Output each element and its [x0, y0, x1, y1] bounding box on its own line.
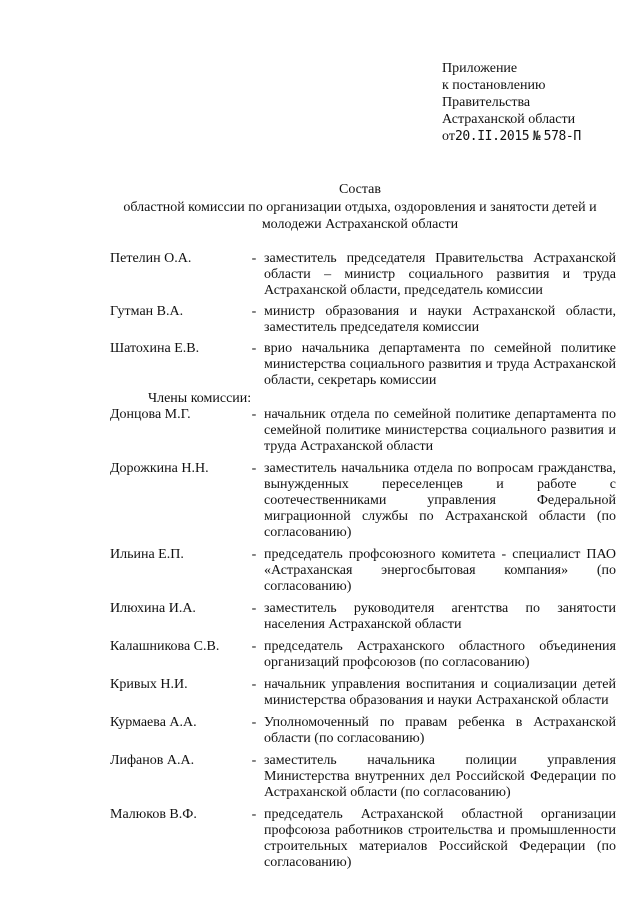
appendix-date-number	[442, 128, 632, 145]
appendix-number-sign: №	[532, 129, 541, 144]
roster-row	[110, 547, 616, 595]
person-name: Ильина Е.П.	[110, 547, 184, 562]
person-name: Курмаева А.А.	[110, 715, 197, 730]
roster-row	[110, 715, 616, 747]
members-heading: Члены комиссии:	[148, 391, 252, 406]
document-title: Состав	[338, 182, 381, 197]
roster-row	[110, 807, 616, 871]
roster-row	[110, 461, 616, 541]
person-name: Донцова М.Г.	[110, 407, 191, 422]
person-name: Шатохина Е.В.	[110, 341, 200, 356]
dash-separator: -	[251, 547, 257, 562]
dash-separator: -	[251, 304, 257, 319]
person-name: Малюков В.Ф.	[110, 807, 197, 822]
appendix-resolution-ref: к постановлению	[442, 78, 546, 93]
roster-row	[110, 407, 616, 455]
leadership-list	[110, 251, 616, 389]
dash-separator: -	[251, 677, 257, 692]
person-role: министр образования и науки Астраханской области, заместитель председателя комиссии	[264, 304, 616, 335]
dash-separator: -	[251, 639, 257, 654]
roster-row	[110, 341, 616, 389]
person-role: председатель профсоюзного комитета - специалист ПАО «Астраханская энергосбытовая компания» (по согласованию)	[264, 547, 616, 594]
person-role: председатель Астраханской областной организации профсоюза работников строительства и промышленности строительных материалов Российской Федерации (по согласованию)	[264, 807, 616, 870]
dash-separator: -	[251, 753, 257, 768]
person-role: председатель Астраханского областного объединения организаций профсоюзов (по согласованию)	[264, 639, 616, 670]
roster-row	[110, 601, 616, 633]
person-role: заместитель председателя Правительства Астраханской области – министр социального развития и труда Астраханской области, председатель комиссии	[264, 251, 616, 298]
person-name: Калашникова С.В.	[110, 639, 220, 654]
person-role: заместитель начальника полиции управления Министерства внутренних дел Российской Федерации по Астраханской области (по согласованию)	[264, 753, 616, 800]
person-role: заместитель руководителя агентства по занятости населения Астраханской области	[264, 601, 616, 632]
document-subtitle: областной комиссии по организации отдыха, оздоровления и занятости детей и молодежи Астраханской области	[123, 200, 597, 232]
person-name: Кривых Н.И.	[110, 677, 188, 692]
person-role: начальник управления воспитания и социализации детей министерства образования и науки Астраханской области	[264, 677, 616, 708]
dash-separator: -	[251, 461, 257, 476]
appendix-header	[442, 60, 632, 145]
commission-roster	[110, 251, 616, 877]
person-role: начальник отдела по семейной политике департамента по семейной политике министерства социального развития и труда Астраханской области	[264, 407, 616, 454]
person-role: врио начальника департамента по семейной политике министерства социального развития и труда Астраханской области, секретарь комиссии	[264, 341, 616, 388]
person-name: Лифанов А.А.	[110, 753, 195, 768]
dash-separator: -	[251, 407, 257, 422]
person-role: заместитель начальника отдела по вопросам гражданства, вынужденных переселенцев и работе с соотечественниками управления Федеральной миграционной службы по Астраханской области (по согласованию)	[264, 461, 616, 540]
roster-row	[110, 677, 616, 709]
roster-row	[110, 753, 616, 801]
appendix-region: Астраханской области	[442, 112, 576, 127]
person-name: Гутман В.А.	[110, 304, 184, 319]
person-role: Уполномоченный по правам ребенка в Астраханской области (по согласованию)	[264, 715, 616, 746]
dash-separator: -	[251, 601, 257, 616]
dash-separator: -	[251, 341, 257, 356]
roster-row	[110, 639, 616, 671]
roster-row	[110, 251, 616, 299]
appendix-date: 20.II.2015	[454, 129, 530, 144]
document-title-block	[100, 181, 620, 233]
person-name: Илюхина И.А.	[110, 601, 196, 616]
appendix-date-prefix: от	[442, 129, 455, 144]
dash-separator: -	[251, 807, 257, 822]
appendix-label: Приложение	[442, 61, 518, 76]
members-list	[110, 407, 616, 871]
roster-row	[110, 304, 616, 336]
person-name: Дорожкина Н.Н.	[110, 461, 209, 476]
person-name: Петелин О.А.	[110, 251, 192, 266]
dash-separator: -	[251, 251, 257, 266]
dash-separator: -	[251, 715, 257, 730]
appendix-government: Правительства	[442, 95, 531, 110]
appendix-number: 578-П	[543, 129, 581, 144]
